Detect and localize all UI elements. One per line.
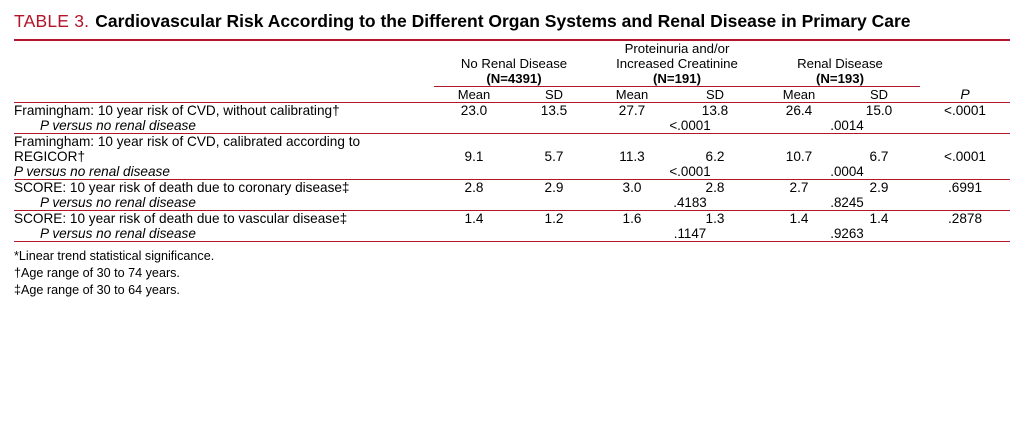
row-value: 2.8: [434, 180, 514, 196]
row-value: 15.0: [838, 103, 920, 119]
page-title: [14, 10, 1010, 39]
pstat-value: .1147: [673, 226, 707, 241]
row-label: Framingham: 10 year risk of CVD, without calibrating†: [14, 103, 434, 119]
pstat-spacer: [434, 226, 594, 241]
table-row: [14, 180, 1010, 196]
row-value: 1.4: [760, 211, 838, 227]
pstat-value: .9263: [830, 226, 864, 241]
row-value: 2.7: [760, 180, 838, 196]
row-value: 1.3: [670, 211, 760, 227]
table-row: [14, 103, 1010, 119]
footnotes: [14, 242, 1010, 299]
sub-header-row: [14, 87, 1010, 103]
column-header-mean-2: Mean: [615, 87, 649, 102]
group-header-no-renal-disease: [434, 41, 594, 87]
pstat-value: <.0001: [669, 164, 711, 179]
column-header-sd-3: SD: [869, 87, 889, 102]
group-header-row: [14, 41, 1010, 87]
footnote-3: ‡Age range of 30 to 64 years.: [14, 283, 180, 297]
pstat-value: .8245: [830, 195, 864, 210]
pstat-value: .0004: [830, 164, 864, 179]
row-value: 13.5: [514, 103, 594, 119]
row-value: 2.9: [838, 180, 920, 196]
group-header-name: Renal Disease: [797, 56, 883, 71]
row-value: 9.1: [434, 134, 514, 165]
row-p-value: .2878: [920, 211, 1010, 227]
row-pstat-label: [14, 118, 434, 134]
row-value: 23.0: [434, 103, 514, 119]
table-subrow-pstat: [14, 164, 1010, 180]
group-header-n: (N=193): [815, 71, 864, 86]
pstat-value: .4183: [673, 195, 707, 210]
pstat-spacer: [920, 226, 1010, 241]
row-value: 13.8: [670, 103, 760, 119]
row-value: 2.9: [514, 180, 594, 196]
row-value: 1.4: [838, 211, 920, 227]
footnote-1: *Linear trend statistical significance.: [14, 249, 215, 263]
row-value: 6.7: [838, 134, 920, 165]
row-pstat-label: [14, 164, 434, 180]
column-header-sd-1: SD: [544, 87, 564, 102]
column-header-mean-1: Mean: [457, 87, 491, 102]
table-subrow-pstat: [14, 226, 1010, 241]
pstat-text: P versus no renal disease: [40, 226, 196, 241]
table-row: [14, 134, 1010, 165]
pstat-value: <.0001: [669, 118, 711, 133]
column-header-sd-2: SD: [705, 87, 725, 102]
row-value: 1.6: [594, 211, 670, 227]
row-p-value: <.0001: [920, 134, 1010, 165]
row-value: 2.8: [670, 180, 760, 196]
row-label: SCORE: 10 year risk of death due to vascular disease‡: [14, 211, 434, 227]
row-pstat-label: [14, 226, 434, 241]
row-value: 1.2: [514, 211, 594, 227]
pstat-spacer: [920, 164, 1010, 180]
group-header-n: (N=191): [652, 71, 701, 86]
group-header-n: (N=4391): [486, 71, 542, 86]
pstat-spacer: [434, 118, 594, 134]
row-value: 26.4: [760, 103, 838, 119]
spacer-cell: [14, 87, 434, 103]
spacer-cell: [14, 41, 434, 87]
row-label: SCORE: 10 year risk of death due to coronary disease‡: [14, 180, 434, 196]
pstat-value: .0014: [830, 118, 864, 133]
table-number-label: TABLE 3.: [14, 11, 90, 31]
footnote-2: †Age range of 30 to 74 years.: [14, 266, 180, 280]
table-title-text: Cardiovascular Risk According to the Different Organ Systems and Renal Disease in Primary Care: [95, 11, 911, 31]
table-row: [14, 211, 1010, 227]
group-header-name: Proteinuria and/or Increased Creatinine: [616, 41, 738, 71]
pstat-spacer: [920, 195, 1010, 211]
group-header-name: No Renal Disease: [460, 56, 568, 71]
pstat-spacer: [434, 164, 594, 180]
table-subrow-pstat: [14, 195, 1010, 211]
pstat-text: P versus no renal disease: [40, 195, 196, 210]
row-value: 3.0: [594, 180, 670, 196]
group-header-proteinuria: [594, 41, 760, 87]
pstat-spacer: [434, 195, 594, 211]
row-value: 1.4: [434, 211, 514, 227]
row-p-value: <.0001: [920, 103, 1010, 119]
pstat-text: P versus no renal disease: [40, 118, 196, 133]
pstat-text: P versus no renal disease: [14, 164, 170, 179]
risk-table: [14, 41, 1010, 241]
row-p-value: .6991: [920, 180, 1010, 196]
table-subrow-pstat: [14, 118, 1010, 134]
row-value: 10.7: [760, 134, 838, 165]
row-value: 6.2: [670, 134, 760, 165]
row-value: 5.7: [514, 134, 594, 165]
group-header-renal-disease: [760, 41, 920, 87]
column-header-p: P: [960, 86, 970, 102]
row-label: Framingham: 10 year risk of CVD, calibrated according to REGICOR†: [14, 134, 434, 165]
column-header-mean-3: Mean: [782, 87, 816, 102]
pstat-spacer: [920, 118, 1010, 134]
row-value: 27.7: [594, 103, 670, 119]
row-pstat-label: [14, 195, 434, 211]
row-value: 11.3: [594, 134, 670, 165]
